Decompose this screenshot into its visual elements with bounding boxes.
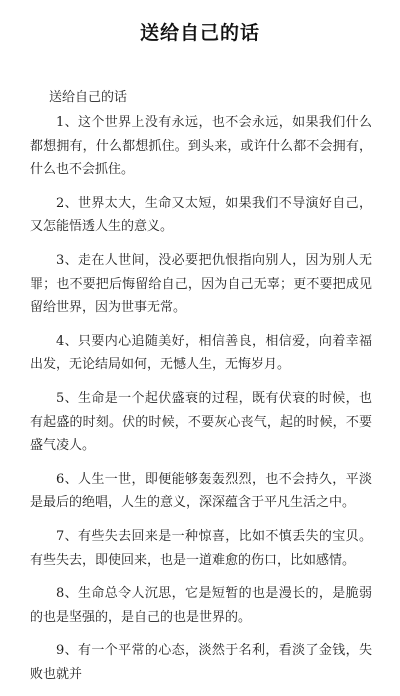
page-title: 送给自己的话: [139, 22, 260, 44]
paragraph-1: 1、这个世界上没有永远，也不会永远，如果我们什么都想拥有，什么都想抓住。到头来，或许什么都不会拥有，什么也不会抓住。: [30, 115, 372, 178]
paragraph-9: 9、有一个平常的心态，淡然于名利，看淡了金钱，失败也就并: [30, 643, 372, 682]
paragraph-4: 4、只要内心追随美好，相信善良，相信爱，向着幸福出发，无论结局如何，无憾人生，无悔岁月。: [30, 333, 372, 373]
section-subtitle: 送给自己的话: [49, 90, 128, 105]
paragraph-6: 6、人生一世，即便能够轰轰烈烈，也不会持久，平淡是最后的绝唱，人生的意义，深深蕴含于平凡生活之中。: [30, 471, 372, 511]
paragraph-list: [0, 111, 400, 696]
paragraph-2: 2、世界太大，生命又太短，如果我们不导演好自己，又怎能悟透人生的意义。: [30, 195, 372, 235]
paragraph-3: 3、走在人世间，没必要把仇恨指向别人，因为别人无罪；也不要把后悔留给自己，因为自己无辜；更不要把成见留给世界，因为世事无常。: [30, 252, 372, 316]
paragraph-5: 5、生命是一个起伏盛衰的过程，既有伏衰的时候，也有起盛的时刻。伏的时候，不要灰心丧气，起的时候，不要盛气凌人。: [30, 390, 372, 454]
paragraph-8: 8、生命总令人沉思，它是短暂的也是漫长的，是脆弱的也是坚强的，是自己的也是世界的。: [30, 586, 372, 625]
paragraph-7: 7、有些失去回来是一种惊喜，比如不慎丢失的宝贝。有些失去，即使回来，也是一道难愈的伤口，比如感情。: [30, 528, 372, 568]
